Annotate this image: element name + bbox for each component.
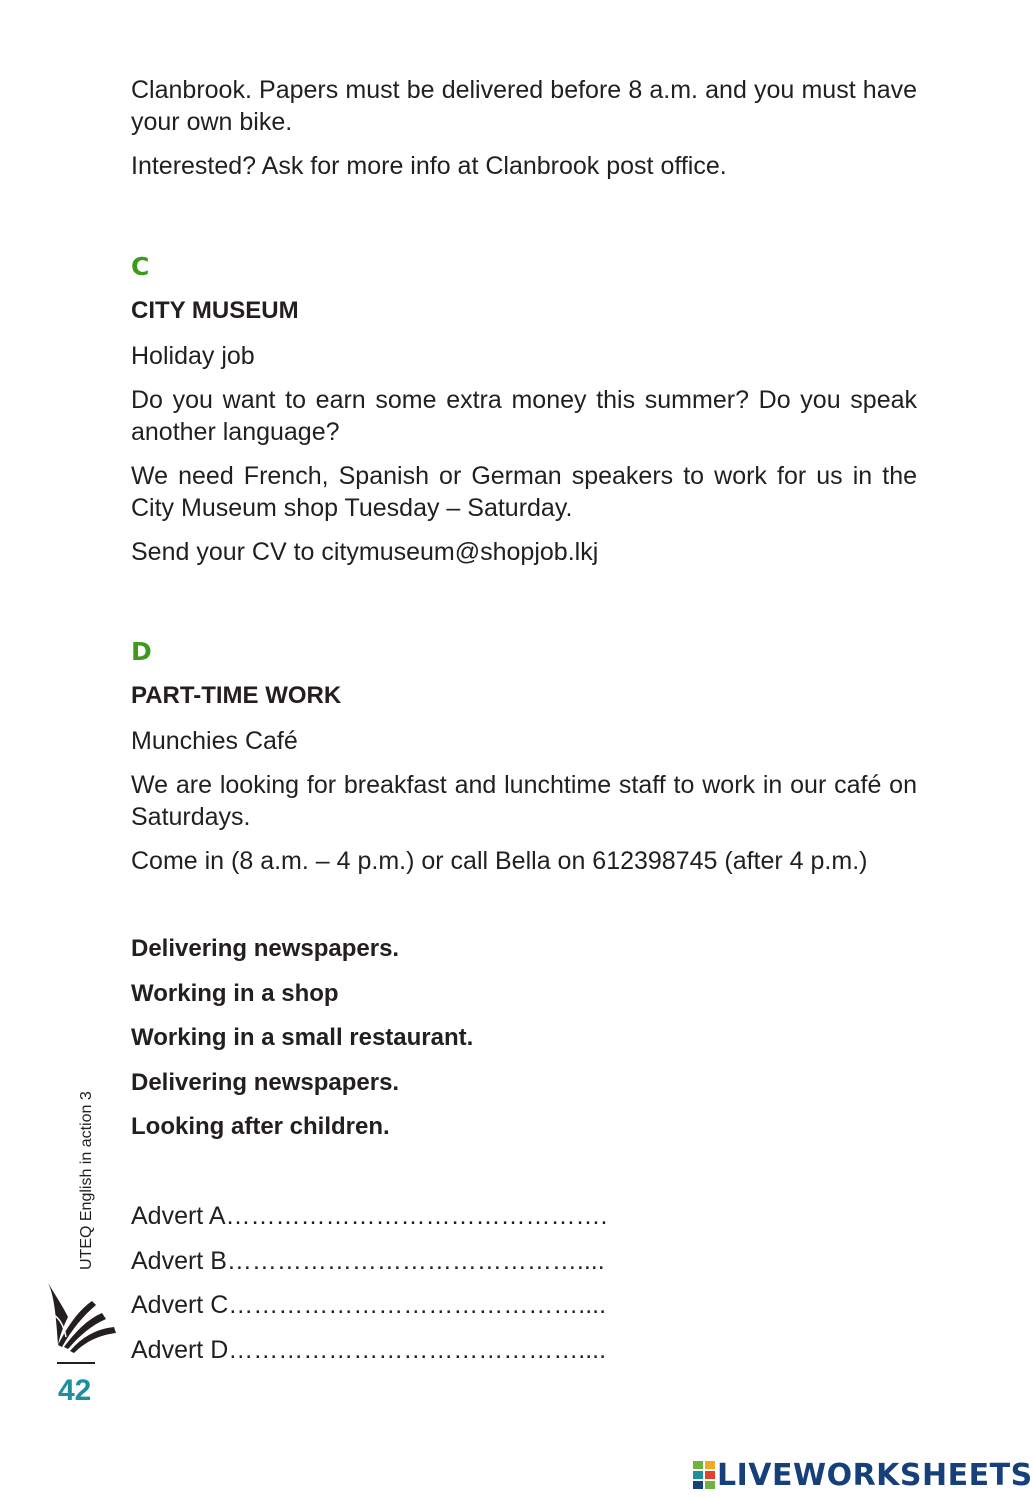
intro-text bbox=[131, 74, 917, 194]
answer-blank-d[interactable]: …………………………………….... bbox=[228, 1335, 607, 1364]
advert-c-letter: C bbox=[131, 252, 150, 281]
answer-label: Advert B bbox=[131, 1246, 227, 1275]
advert-d-subtitle: Munchies Café bbox=[131, 727, 298, 755]
page-number: 42 bbox=[58, 1374, 92, 1407]
advert-c-heading: CITY MUSEUM bbox=[131, 297, 299, 324]
answer-row-b bbox=[131, 1246, 917, 1276]
job-option: Working in a small restaurant. bbox=[131, 1024, 474, 1051]
advert-c-line: We need French, Spanish or German speakers to work for us in the City Museum shop Tuesday – Saturday. bbox=[131, 462, 917, 522]
job-options-list bbox=[131, 934, 917, 1157]
job-option: Working in a shop bbox=[131, 979, 339, 1007]
advert-c-line: Do you want to earn some extra money this summer? Do you speak another language? bbox=[131, 386, 917, 446]
advert-c bbox=[131, 252, 917, 580]
advert-c-subtitle: Holiday job bbox=[131, 342, 255, 370]
answer-list bbox=[131, 1201, 917, 1379]
answer-row-a bbox=[131, 1201, 917, 1231]
advert-c-line: Send your CV to citymuseum@shopjob.lkj bbox=[131, 538, 599, 566]
answer-row-c bbox=[131, 1290, 917, 1320]
page-rule bbox=[57, 1362, 95, 1364]
job-option: Delivering newspapers. bbox=[131, 1068, 400, 1096]
job-option: Looking after children. bbox=[131, 1113, 390, 1140]
advert-d-letter: D bbox=[131, 637, 152, 666]
answer-label: Advert A bbox=[131, 1202, 226, 1230]
answer-row-d bbox=[131, 1335, 917, 1365]
answer-blank-c[interactable]: …………………………………….... bbox=[228, 1291, 607, 1319]
answer-label: Advert D bbox=[131, 1335, 229, 1364]
advert-d-line: Come in (8 a.m. – 4 p.m.) or call Bella on 612398745 (after 4 p.m.) bbox=[131, 847, 868, 875]
brand-name: LIVEWORKSHEETS bbox=[717, 1457, 1033, 1493]
advert-d-heading: PART-TIME WORK bbox=[131, 682, 342, 709]
advert-d bbox=[131, 637, 917, 889]
answer-label: Advert C bbox=[131, 1291, 229, 1319]
answer-blank-a[interactable]: ………………………………………. bbox=[225, 1202, 608, 1230]
job-option: Delivering newspapers. bbox=[131, 935, 400, 962]
intro-line-1: Clanbrook. Papers must be delivered before 8 a.m. and you must have your own bike. bbox=[131, 76, 917, 136]
open-book-icon bbox=[40, 1275, 118, 1353]
intro-line-2: Interested? Ask for more info at Clanbrook post office. bbox=[131, 152, 727, 180]
liveworksheets-brand bbox=[693, 1453, 1033, 1497]
book-title: UTEQ English in action 3 bbox=[78, 1091, 95, 1270]
answer-blank-b[interactable]: …………………………………….... bbox=[226, 1246, 605, 1275]
liveworksheets-logo-icon bbox=[693, 1461, 715, 1489]
advert-d-line: We are looking for breakfast and lunchtime staff to work in our café on Saturdays. bbox=[131, 771, 917, 831]
